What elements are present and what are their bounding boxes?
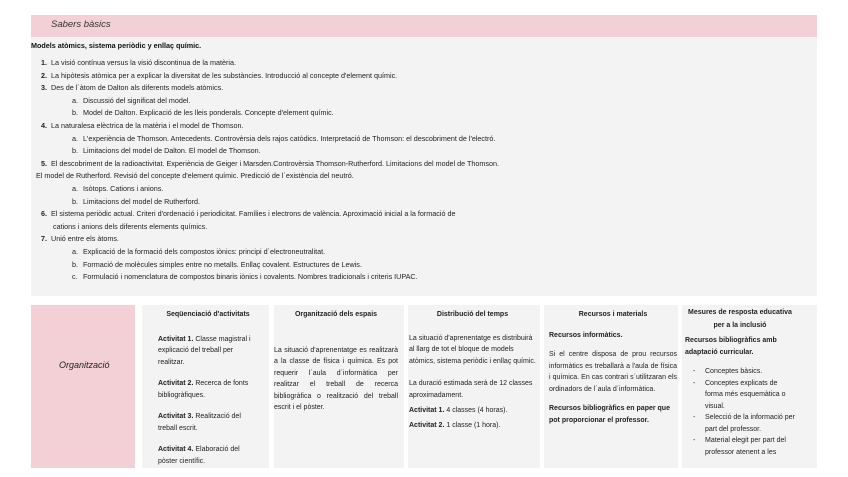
activity-text: Realització del treball escrit.: [158, 413, 241, 432]
sub-item-text: Model de Dalton. Explicació de les lleis ponderals. Concepte d'element químic.: [83, 108, 334, 118]
measure-item: [685, 366, 795, 378]
dash-bullet: -: [693, 379, 696, 387]
list-item-continuation: cations i anions dels diferents elements químics.: [53, 221, 208, 231]
measures-header: Mesures de resposta educativa per a la inclusió: [688, 309, 792, 329]
content-panel: [31, 37, 817, 296]
list-item-number: 1.: [41, 58, 47, 67]
sub-list-item: [51, 183, 817, 196]
sub-item-letter: b.: [72, 259, 78, 269]
sub-item-letter: a.: [72, 183, 78, 193]
time-paragraph-1: La situació d'aprenentatge es distribuirà al llarg de tot el bloque de models atòmics, sistema periòdic i enllaç químic.: [409, 334, 536, 365]
activity-label: Activitat 1.: [158, 335, 194, 343]
sequencing-header: Seqüenciació d'activitats: [166, 311, 250, 318]
activity-label: Activitat 3.: [158, 413, 194, 420]
section-header-title: Sabers bàsics: [51, 19, 111, 30]
spaces-text: La situació d'aprenentatge es realitzarà a la classe de física i química. Es pot requerir l´aula d´informàtica per realitzar el treball de recerca bibliogràfica o realització del treball escrit i el pòster.: [274, 346, 398, 411]
measures-list: [685, 366, 795, 458]
sub-list-item: [51, 259, 817, 272]
organization-label: Organització: [59, 360, 110, 370]
sub-item-letter: b.: [72, 196, 78, 206]
sub-list-item: [51, 95, 817, 108]
sequencing-activities: [158, 334, 258, 468]
sub-item-text: Discussió del significat del model.: [83, 95, 191, 105]
sub-list: [51, 133, 817, 158]
sub-item-letter: a.: [72, 246, 78, 256]
sub-list-item: [51, 145, 817, 158]
time-activity-text: 1 classe (1 hora).: [444, 421, 501, 429]
time-activities: [409, 405, 536, 431]
list-item: [31, 57, 817, 70]
sub-item-letter: b.: [72, 146, 78, 156]
organization-label-cell: [31, 305, 135, 468]
sub-list-item: [51, 271, 817, 284]
sub-list: [51, 183, 817, 208]
measure-item-text: Conceptes explicats de forma més esquemàtica o visual.: [705, 379, 786, 410]
list-item-continuation: El model de Rutherford. Revisió del concepte d'element químic. Predicció de l´existència del neutró.: [36, 171, 354, 181]
activity-item: [158, 444, 258, 467]
spaces-header: Organització dels espais: [294, 311, 378, 318]
sub-item-letter: b.: [72, 108, 78, 118]
list-item-text: El sistema periòdic actual. Criteri d'ordenació i periodicitat. Famílies i electrons de valència. Aproximació inicial a la formació de: [51, 209, 456, 219]
activity-label: Activitat 4.: [158, 446, 194, 453]
dash-bullet: -: [693, 414, 696, 421]
list-item: [31, 82, 817, 120]
sub-list: [51, 246, 817, 284]
measure-item-text: Selecció de la informació per part del professor.: [705, 414, 795, 433]
activity-text: Classe magistral i explicació del treball per realitzar.: [158, 335, 251, 366]
list-item-text: La visió contínua versus la visió discontinua de la matèria.: [51, 58, 236, 67]
time-column: [408, 305, 540, 468]
sub-list-item: [51, 107, 817, 120]
sub-item-text: Formulació i nomenclatura de compostos binaris iònics i covalents. Nombres tradicionals i criteris IUPAC.: [83, 272, 418, 282]
list-item: [31, 158, 817, 208]
list-item-number: 2.: [41, 70, 47, 80]
sub-item-letter: a.: [72, 133, 78, 143]
sub-list: [51, 95, 817, 120]
measures-subtitle: Recursos bibliogràfics amb adaptació curricular.: [685, 337, 777, 356]
list-item-number: 6.: [41, 209, 47, 219]
list-item-number: 4.: [41, 120, 47, 130]
list-item: [31, 233, 817, 283]
resources-paragraph: Si el centre disposa de prou recursos informàtics es treballarà a l'aula de física i química. En cas contrari s´utilitzaran els ordinadors de l´aula d´informàtica.: [549, 351, 677, 393]
sub-item-letter: a.: [72, 95, 78, 105]
resources-subtitle-1: Recursos informàtics.: [549, 331, 623, 339]
activity-text: Elaboració del pòster científic.: [158, 446, 240, 465]
list-item-text: La naturalesa elèctrica de la matèria i el model de Thomson.: [51, 120, 244, 130]
spaces-column: [274, 305, 404, 468]
section-header: [31, 15, 817, 37]
activity-item: [158, 378, 258, 401]
list-item: [31, 208, 817, 233]
activity-item: [158, 411, 258, 434]
sub-item-text: L'experiència de Thomson. Antecedents. Controvèrsia dels rajos catòdics. Interpretació de Thomson: el descobriment de l'electró.: [83, 133, 496, 143]
list-item-text: El descobriment de la radioactivitat. Experiència de Geiger i Marsden.Controvèrsia Thomson-Rutherford. Limitacions del model de Thomson.: [51, 158, 499, 168]
measure-item: [685, 412, 795, 435]
measure-item: [685, 435, 795, 458]
sub-item-letter: c.: [72, 272, 78, 282]
list-item: [31, 70, 817, 83]
content-list: [31, 57, 817, 284]
time-activity-text: 4 classes (4 horas).: [444, 407, 508, 414]
measure-item-text: Material elegit per part del professor atenent a les: [705, 437, 786, 456]
time-activity-label: Activitat 2.: [409, 421, 445, 429]
list-item: [31, 120, 817, 158]
measure-item-text: Conceptes bàsics.: [705, 368, 763, 375]
sub-list-item: [51, 133, 817, 146]
activity-item: [158, 334, 258, 369]
list-item-text: La hipòtesis atòmica per a explicar la diversitat de les substàncies. Introducció al concepte d'element químic.: [51, 70, 398, 80]
measure-item: [685, 378, 795, 413]
time-header: Distribució del temps: [436, 311, 509, 318]
activity-text: Recerca de fonts bibliogràfiques.: [158, 380, 249, 399]
dash-bullet: -: [693, 368, 696, 375]
section-title: Models atòmics, sistema periòdic y enllaç químic.: [31, 41, 202, 50]
list-item-number: 5.: [41, 158, 47, 168]
measures-column: [682, 305, 817, 468]
time-paragraph-2: La duració estimada serà de 12 classes aproximadament.: [409, 380, 533, 399]
time-activity-label: Activitat 1.: [409, 407, 445, 414]
list-item-text: Unió entre els àtoms.: [51, 234, 119, 244]
list-item-text: Des de l´àtom de Dalton als diferents models atòmics.: [51, 83, 224, 93]
sub-list-item: [51, 246, 817, 259]
activity-label: Activitat 2.: [158, 380, 194, 387]
resources-column: [544, 305, 678, 468]
resources-header: Recursos i materials: [578, 311, 648, 318]
sub-item-text: Limitacions del model de Rutherford.: [83, 196, 201, 206]
list-item-number: 7.: [41, 234, 47, 244]
resources-subtitle-2: Recursos bibliogràfics en paper que pot proporcionar el professor.: [549, 405, 670, 424]
time-activity-item: [409, 420, 536, 432]
sub-item-text: Explicació de la formació dels compostos iònics: principi d´electroneutralitat.: [83, 246, 326, 256]
sub-item-text: Isòtops. Cations i anions.: [83, 183, 164, 193]
dash-bullet: -: [693, 437, 696, 444]
sub-list-item: [51, 196, 817, 209]
time-activity-item: [409, 405, 536, 417]
list-item-number: 3.: [41, 83, 47, 93]
sub-item-text: Limitacions del model de Dalton. El model de Thomson.: [83, 146, 261, 156]
sub-item-text: Formació de molècules simples entre no metalls. Enllaç covalent. Estructures de Lewis.: [83, 259, 362, 269]
sequencing-column: [142, 305, 269, 468]
